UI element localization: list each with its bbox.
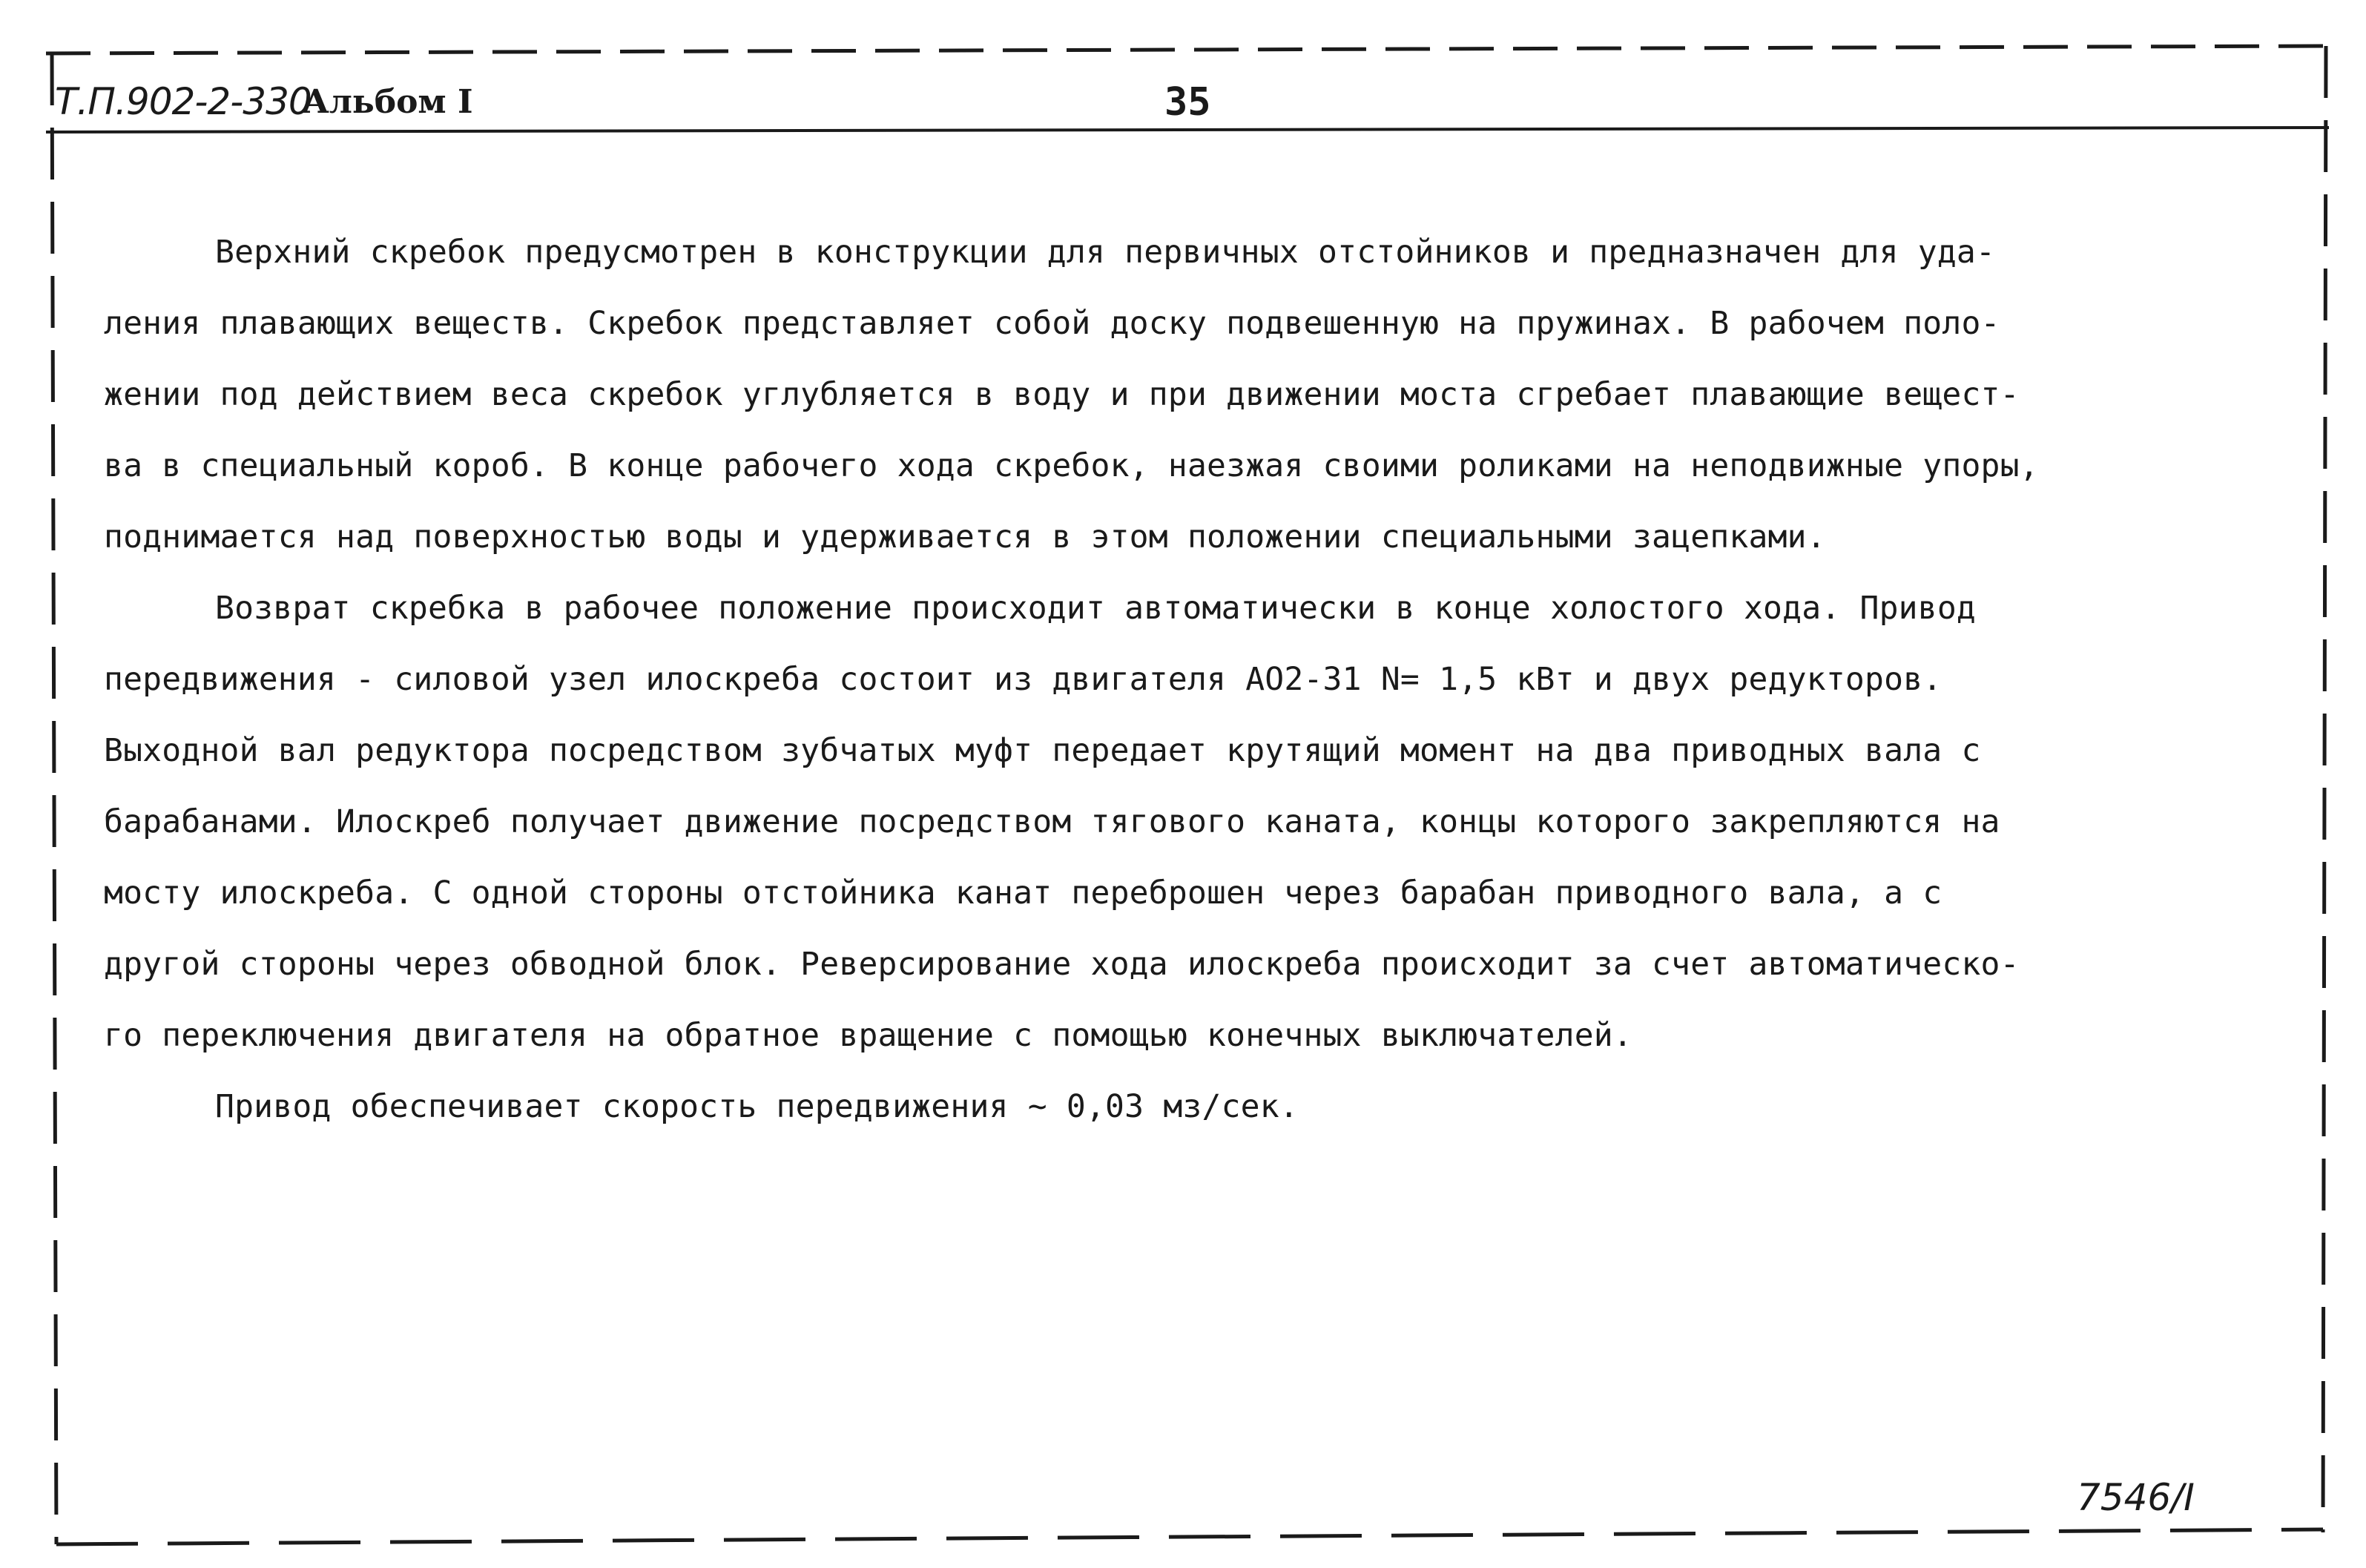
paragraph-2-line-1: Возврат скребка в рабочее положение происходит автоматически в конце холостого хода. Привод <box>215 590 1977 627</box>
document-code: Т.П.902-2-330 <box>55 80 312 123</box>
paragraph-2-line-3: Выходной вал редуктора посредством зубчатых муфт передает крутящий момент на два приводных вала с <box>104 732 1981 769</box>
body-text <box>104 217 2284 1142</box>
paragraph-2-line-2: передвижения - силовой узел илоскреба состоит из двигателя АО2-31 N= 1,5 кВт и двух редукторов. <box>104 661 1942 698</box>
paragraph-1-line-1: Верхний скребок предусмотрен в конструкции для первичных отстойников и предназначен для уда- <box>215 234 1996 271</box>
page-number: 35 <box>1164 80 1211 125</box>
album-label: Альбом I <box>303 83 473 121</box>
paragraph-1-line-5: поднимается над поверхностью воды и удерживается в этом положении специальными зацепками. <box>104 518 1826 556</box>
archive-stamp: 7546/I <box>2077 1476 2195 1519</box>
paragraph-1-line-3: жении под действием веса скребок углубляется в воду и при движении моста сгребает плавающие вещест- <box>104 376 2020 413</box>
paragraph-2-line-7: го переключения двигателя на обратное вращение с помощью конечных выключателей. <box>104 1017 1632 1054</box>
paragraph-1-line-2: ления плавающих веществ. Скребок представляет собой доску подвешенную на пружинах. В рабочем поло- <box>104 305 2000 342</box>
paragraph-1-line-4: ва в специальный короб. В конце рабочего хода скребок, наезжая своими роликами на неподвижные упоры, <box>104 447 2039 484</box>
frame-left-border <box>52 53 56 1544</box>
frame-right-border <box>2323 46 2326 1532</box>
paragraph-3-line-1: Привод обеспечивает скорость передвижения ~ 0,03 мз/сек. <box>215 1088 1299 1125</box>
frame-bottom-border <box>56 1529 2323 1544</box>
paragraph-2-line-5: мосту илоскреба. С одной стороны отстойника канат переброшен через барабан приводного вала, а с <box>104 874 1942 912</box>
frame-top-border <box>46 46 2329 53</box>
paragraph-2-line-4: барабанами. Илоскреб получает движение посредством тягового каната, концы которого закрепляются на <box>104 803 2000 840</box>
paragraph-2-line-6: другой стороны через обводной блок. Реверсирование хода илоскреба происходит за счет автоматическо- <box>104 946 2020 983</box>
header-underline <box>46 128 2329 132</box>
